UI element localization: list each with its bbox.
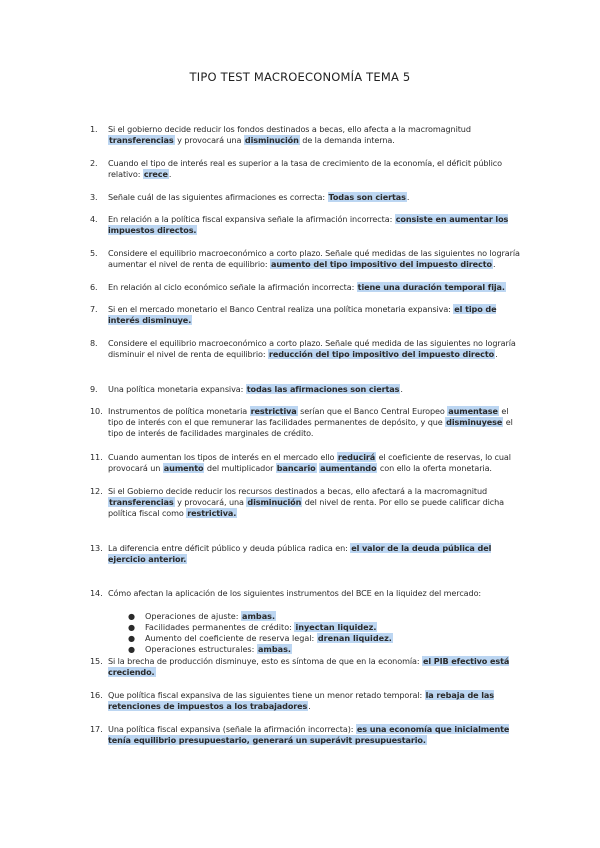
question-number: 3. (90, 192, 98, 202)
question-number: 2. (90, 158, 98, 168)
question-number: 11. (90, 452, 103, 462)
question-number: 12. (90, 486, 103, 496)
question-number: 5. (90, 248, 98, 258)
answer-highlight: bancario (276, 463, 316, 474)
question-number: 10. (90, 406, 103, 416)
answer-highlight: disminución (244, 135, 299, 146)
answer-highlight: aumentase (448, 406, 498, 416)
question-text: Una política monetaria expansiva: todas las afirmaciones son ciertas. (108, 384, 403, 394)
question-text: Cuando el tipo de interés real es superior a la tasa de crecimiento de la economía, el déficit público relativo: crece. (108, 158, 502, 180)
answer-highlight: consiste en aumentar los impuestos directos. (108, 214, 509, 236)
answer-highlight: reducirá (337, 452, 376, 462)
answer-highlight: la rebaja de las retenciones de impuestos a los trabajadores (108, 690, 495, 712)
question-text: Señale cuál de las siguientes afirmaciones es correcta: Todas son ciertas. (108, 192, 410, 202)
answer-highlight: aumento (163, 463, 204, 474)
answer-highlight: ambas. (242, 611, 276, 621)
answer-highlight: Todas son ciertas (328, 192, 406, 202)
question-text: Cuando aumentan los tipos de interés en el mercado ello reducirá el coeficiente de reservas, lo cual provocará un aumento del multiplicador bancario aumentando con ello la oferta monetaria. (108, 452, 511, 474)
answer-highlight: reducción del tipo impositivo del impuesto directo (268, 349, 495, 360)
question-text: Una política fiscal expansiva (señale la afirmación incorrecta): es una economía que inicialmente tenía equilibrio presupuestario, generará un superávit presupuestario. (108, 724, 510, 746)
question-text: Si la brecha de producción disminuye, esto es síntoma de que en la economía: el PIB efectivo está creciendo. (108, 656, 510, 678)
question-text: Considere el equilibrio macroeconómico a corto plazo. Señale qué medida de las siguientes no lograría disminuir el nivel de renta de equilibrio: reducción del tipo impositivo del impuesto directo. (108, 338, 516, 360)
question-number: 15. (90, 656, 103, 666)
answer-highlight: tiene una duración temporal fija. (357, 282, 505, 292)
question-text: Si el gobierno decide reducir los fondos destinados a becas, ello afecta a la macromagnitud transferencias y provocará una disminución de la demanda interna. (108, 124, 471, 146)
answer-highlight: disminución (247, 497, 302, 508)
answer-highlight: transferencias (109, 497, 174, 508)
question-number: 17. (90, 724, 103, 734)
bullet-dot: ● (128, 644, 136, 654)
question-text: En relación a la política fiscal expansiva señale la afirmación incorrecta: consiste en aumentar los impuestos directos. (108, 214, 509, 236)
question-text: En relación al ciclo económico señale la afirmación incorrecta: tiene una duración temporal fija. (108, 282, 505, 292)
answer-highlight: aumento del tipo impositivo del impuesto directo (271, 259, 492, 270)
question-number: 6. (90, 282, 98, 292)
question-text: Considere el equilibrio macroeconómico a corto plazo. Señale qué medidas de las siguientes no lograría aumentar el nivel de renta de equilibrio: aumento del tipo impositivo del impuesto directo. (108, 248, 520, 270)
answer-highlight: aumentando (320, 463, 377, 474)
question-text: La diferencia entre déficit público y deuda pública radica en: el valor de la deuda pública del ejercicio anterior. (108, 543, 492, 565)
answer-highlight: ambas. (257, 644, 291, 654)
question-number: 1. (90, 124, 98, 134)
answer-highlight: el valor de la deuda pública del ejercicio anterior. (108, 543, 492, 565)
document-page: TIPO TEST MACROECONOMÍA TEMA 5 1. Si el gobierno decide reducir los fondos destinados a becas, ello afecta a la macromagnitud transferencias y provocará una disminución de la demanda interna. 2. Cuando el tipo de interés real es superior a la tasa de crecimiento de la economía, el déficit público relativo: crece. 3. Señale cuál de las siguientes afirmaciones es correcta: Todas son ciertas. 4. En relación a la política fiscal expansiva señale la afirmación incorrecta: consiste en aumentar los impuestos directos. 5. Considere el equilibrio macroeconómico a corto plazo. Señale qué medidas de las siguientes no lograría aumentar el nivel de renta de equilibrio: aumento del tipo impositivo del impuesto directo. 6. En relación al ciclo económico señale la afirmación incorrecta: tiene una duración temporal fija. 7. Si en el mercado monetario el Banco Central realiza una política monetaria expansiva: el tipo de interés disminuye. 8. Considere el equilibrio macroeconómico a corto plazo. Señale qué medida de las siguientes no lograría disminuir el nivel de renta de equilibrio: reducción del tipo impositivo del impuesto directo. 9. Una política monetaria expansiva: todas las afirmaciones son ciertas. 10. Instrumentos de política monetaria restrictiva serían que el Banco Central Europeo aumentase el tipo de interés con el que remunerar las facilidades permanentes de depósito, y que disminuyese el tipo de interés de facilidades marginales de crédito. 11. Cuando aumentan los tipos de interés en el mercado ello reducirá el coeficiente de reservas, lo cual provocará un aumento del multiplicador bancario aumentando con ello la oferta monetaria. 12. Si el Gobierno decide reducir los recursos destinados a becas, ello afectará a la macromagnitud transferencias y provocará, una disminución del nivel de renta. Por ello se puede calificar dicha política fiscal como restrictiva. 13. La diferencia entre déficit público y deuda pública radica en: el valor de la deuda pública del ejercicio anterior. 14. Cómo afectan la aplicación de los siguientes instrumentos del BCE en la liquidez del mercado: ● Operaciones de ajuste: ambas. ● Facilidades permanentes de crédito: inyectan liquidez. ● Aumento del coeficiente de reserva legal: drenan liquidez. ● Operaciones estructurales: ambas. 15. Si la brecha de producción disminuye, esto es síntoma de que en la economía: el PIB efectivo está creciendo. 16. Que política fiscal expansiva de las siguientes tiene un menor retado temporal: la rebaja de las retenciones de impuestos a los trabajadores. 17. Una política fiscal expansiva (señale la afirmación incorrecta): es una economía que inicialmente tenía equilibrio presupuestario, generará un superávit presupuestario. (0, 0, 600, 848)
answer-highlight: drenan liquidez. (317, 633, 392, 643)
question-text: Instrumentos de política monetaria restrictiva serían que el Banco Central Europeo aumentase el tipo de interés con el que remunerar las facilidades permanentes de depósito, y que disminuyese el tipo de interés de facilidades marginales de crédito. (108, 406, 513, 439)
answer-highlight: todas las afirmaciones son ciertas (246, 384, 400, 394)
bullet-dot: ● (128, 633, 136, 643)
question-number: 14. (90, 588, 103, 598)
question-number: 4. (90, 214, 98, 224)
answer-highlight: disminuyese (446, 417, 503, 428)
question-number: 9. (90, 384, 98, 394)
answer-highlight: crece (143, 169, 168, 180)
answer-highlight: restrictiva. (187, 508, 237, 519)
question-text: Que política fiscal expansiva de las siguientes tiene un menor retado temporal: la rebaja de las retenciones de impuestos a los trabajadores. (108, 690, 495, 712)
question-number: 7. (90, 304, 98, 314)
question-text: Cómo afectan la aplicación de los siguientes instrumentos del BCE en la liquidez del mercado: (108, 588, 482, 598)
question-number: 8. (90, 338, 98, 348)
answer-highlight: el tipo de interés disminuye. (108, 304, 497, 326)
bullet-dot: ● (128, 622, 136, 632)
question-text: Si el Gobierno decide reducir los recursos destinados a becas, ello afectará a la macromagnitud transferencias y provocará, una disminución del nivel de renta. Por ello se puede calificar dicha política fiscal como restrictiva. (108, 486, 504, 519)
answer-highlight: es una economía que inicialmente tenía equilibrio presupuestario, generará un superávit presupuestario. (108, 724, 510, 746)
answer-highlight: el PIB efectivo está creciendo. (108, 656, 510, 678)
question-number: 13. (90, 543, 103, 553)
bullet-dot: ● (128, 611, 136, 621)
answer-highlight: inyectan liquidez. (295, 622, 377, 632)
question-number: 16. (90, 690, 103, 700)
answer-highlight: transferencias (109, 135, 174, 146)
question-text: Si en el mercado monetario el Banco Central realiza una política monetaria expansiva: el tipo de interés disminuye. (108, 304, 497, 326)
answer-highlight: restrictiva (250, 406, 297, 416)
document-title: TIPO TEST MACROECONOMÍA TEMA 5 (189, 70, 411, 84)
